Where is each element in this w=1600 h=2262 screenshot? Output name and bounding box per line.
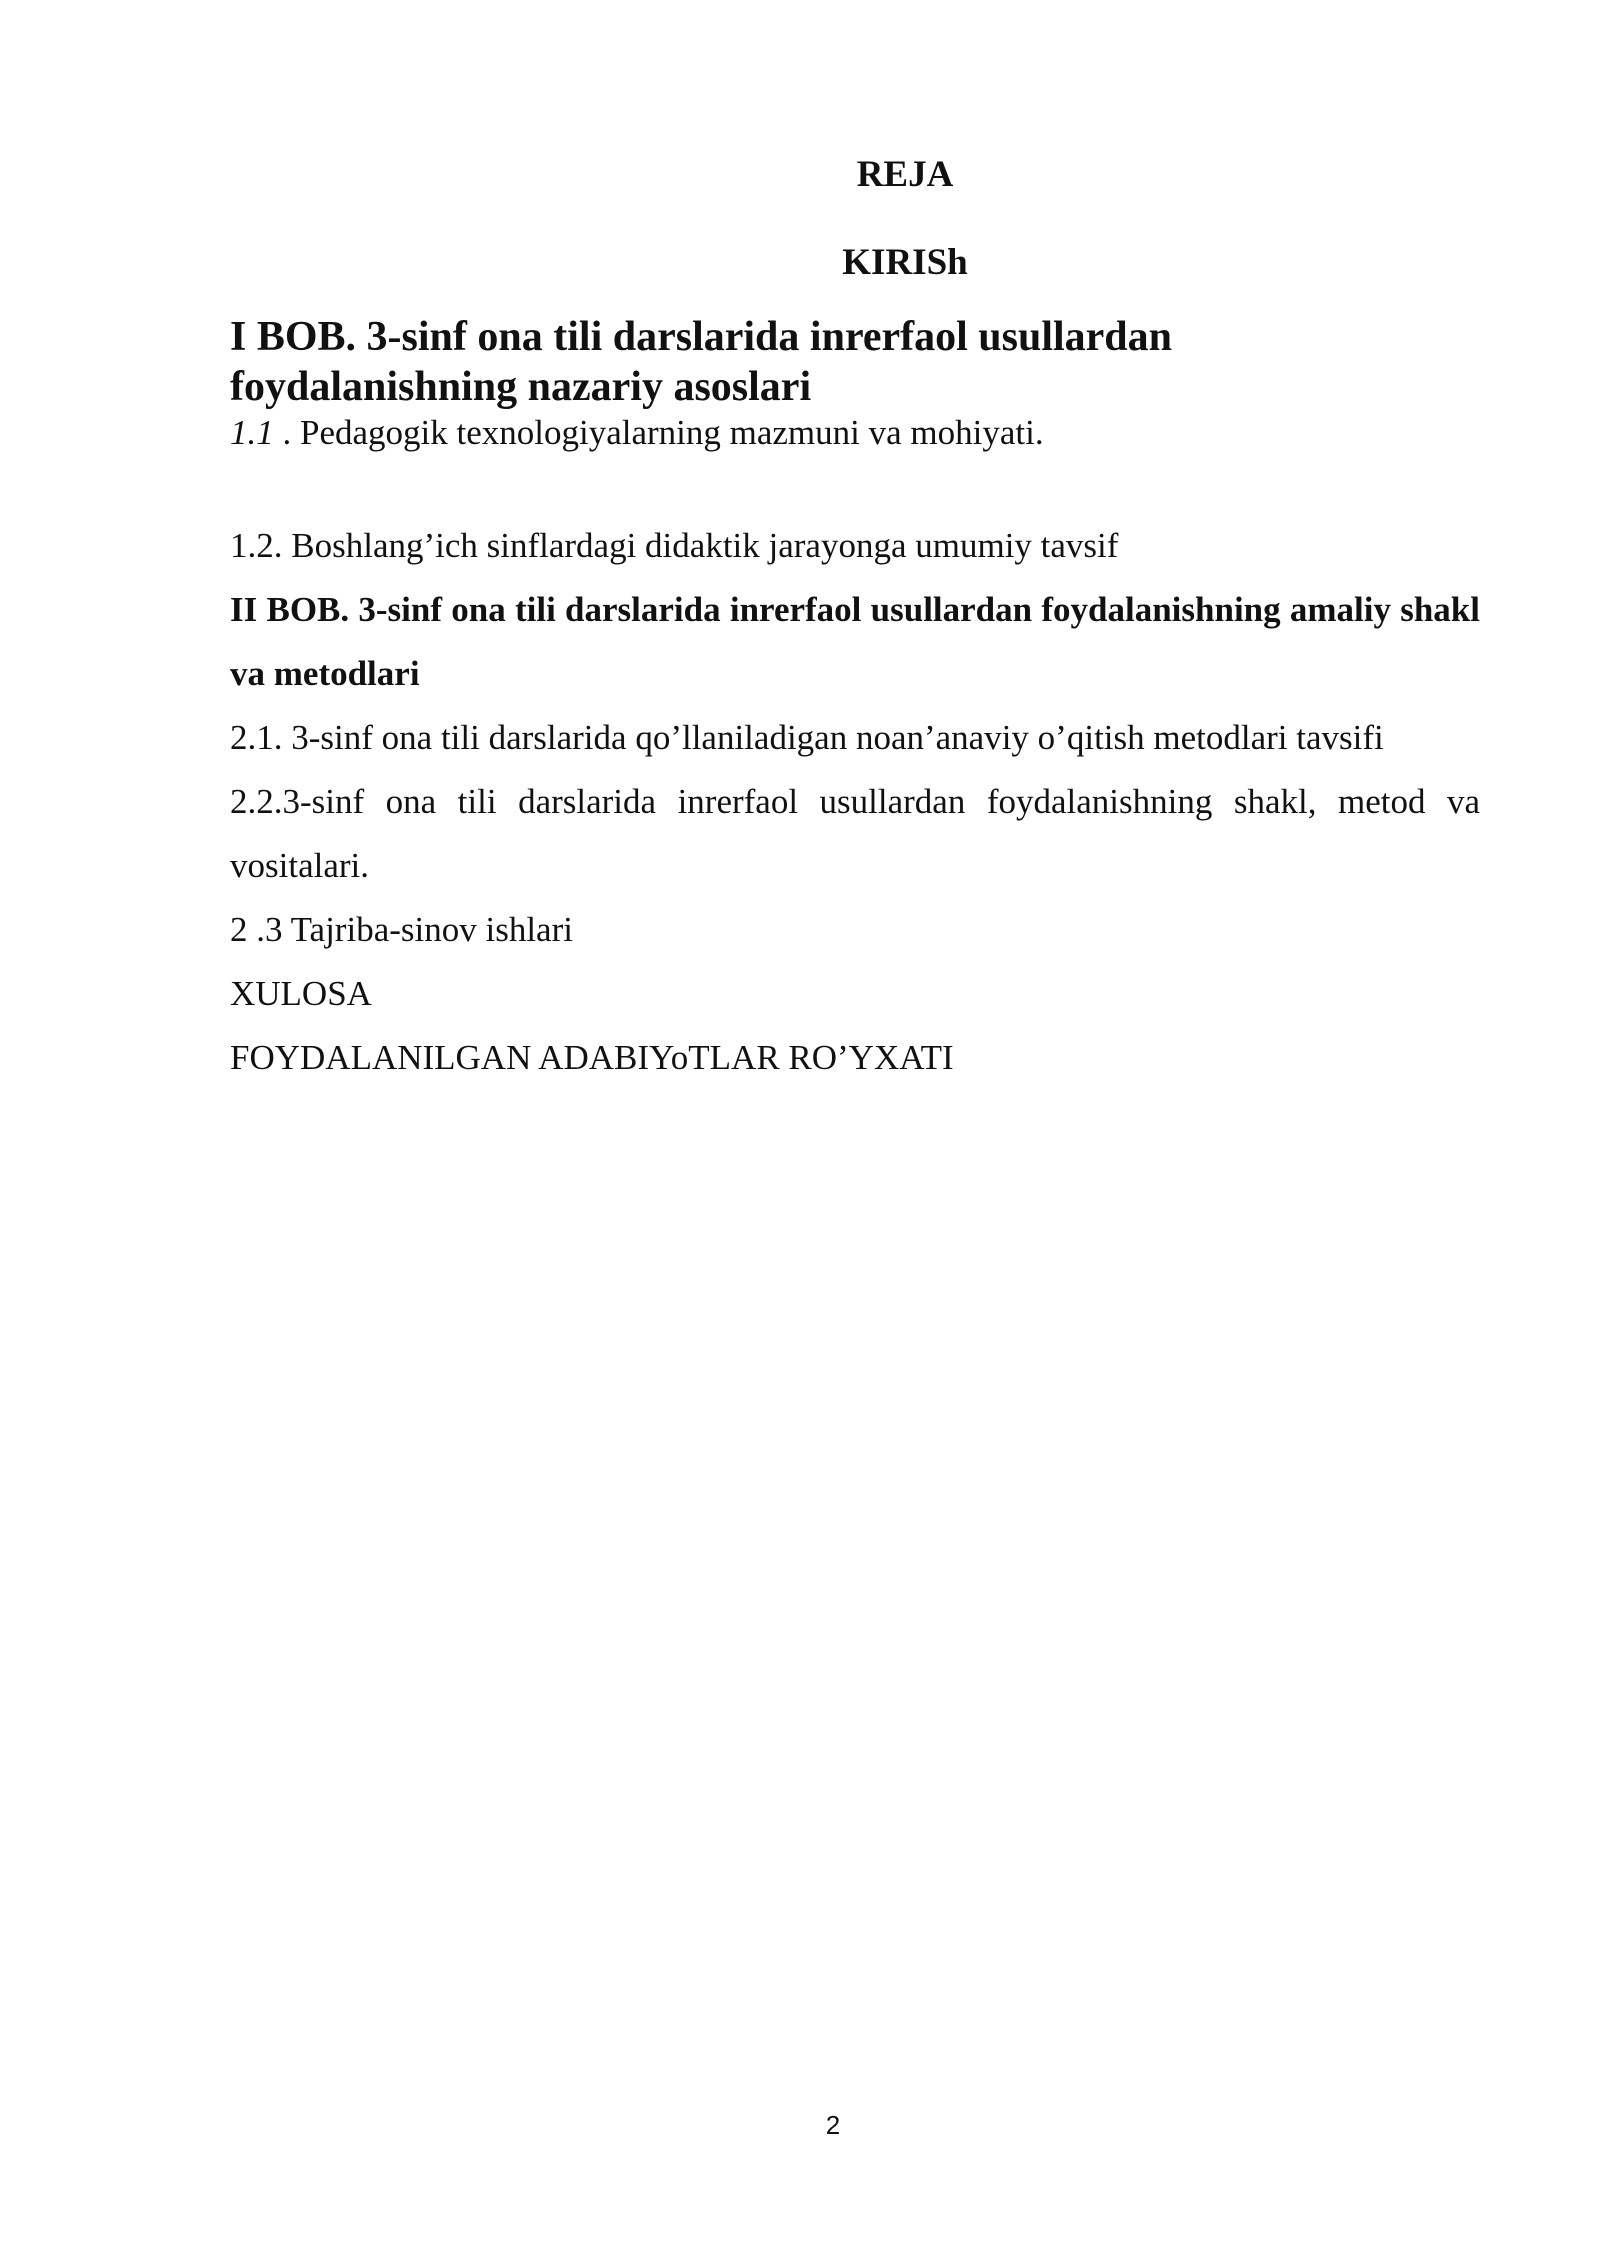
section-1-1-number: 1.1 [230, 413, 274, 452]
introduction-heading: KIRISh [842, 242, 968, 283]
section-1-2: 1.2. Boshlang’ich sinflardagi didaktik jarayonga umumiy tavsif [230, 526, 1119, 565]
section-2-3: 2 .3 Tajriba-sinov ishlari [230, 910, 573, 949]
chapter-1-title: I BOB. 3-sinf ona tili darslarida inrerfaol usullardan foydalanishning nazariy asoslari [230, 314, 1173, 410]
plan-heading: REJA [856, 154, 954, 195]
page-number: 2 [825, 2110, 841, 2140]
table-of-contents [230, 150, 1480, 1090]
conclusion-heading: XULOSA [230, 974, 372, 1013]
section-2-1: 2.1. 3-sinf ona tili darslarida qo’llaniladigan noan’anaviy o’qitish metodlari tavsifi [230, 718, 1384, 757]
chapter-2-title: II BOB. 3-sinf ona tili darslarida inrerfaol usullardan foydalanishning amaliy shakl va metodlari [230, 590, 1480, 693]
section-1-1-text: . Pedagogik texnologiyalarning mazmuni va mohiyati. [273, 413, 1044, 452]
section-1-1 [230, 412, 1480, 454]
references-heading: FOYDALANILGAN ADABIYoTLAR RO’YXATI [230, 1038, 954, 1077]
section-2-2: 2.2.3-sinf ona tili darslarida inrerfaol usullardan foydalanishning shakl, metod va vositalari. [230, 782, 1480, 885]
